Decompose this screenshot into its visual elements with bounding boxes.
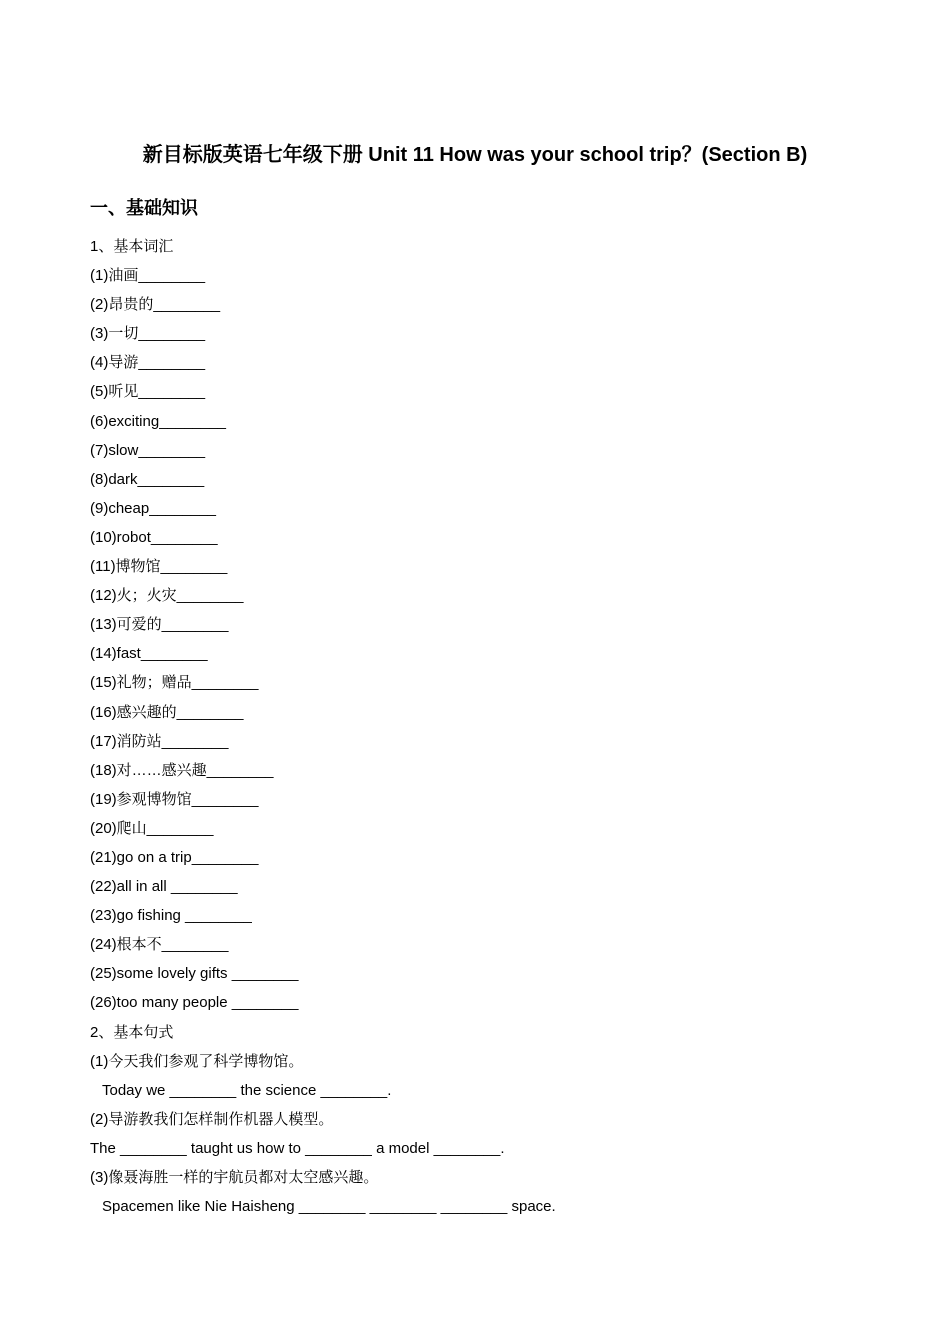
vocab-item: (5)听见________ bbox=[90, 383, 206, 401]
vocab-item: (16)感兴趣的________ bbox=[90, 703, 244, 721]
vocab-item: (7)slow________ bbox=[90, 441, 206, 459]
sentence-answer: Spacemen like Nie Haisheng ________ ________ ________ space. bbox=[102, 1198, 556, 1216]
vocab-item: (24)根本不________ bbox=[90, 936, 229, 954]
sentence-prompt: (2)导游教我们怎样制作机器人模型。 bbox=[90, 1110, 334, 1128]
sentence-answer: Today we ________ the science ________. bbox=[102, 1081, 392, 1099]
vocab-item: (8)dark________ bbox=[90, 470, 205, 488]
vocab-item: (9)cheap________ bbox=[90, 499, 216, 517]
vocab-item: (18)对……感兴趣________ bbox=[90, 761, 274, 779]
vocab-item: (19)参观博物馆________ bbox=[90, 790, 259, 808]
vocab-item: (2)昂贵的________ bbox=[90, 296, 221, 314]
vocab-item: (17)消防站________ bbox=[90, 732, 229, 750]
vocab-item: (10)robot________ bbox=[90, 528, 218, 546]
vocab-item: (22)all in all ________ bbox=[90, 878, 238, 896]
vocab-item: (4)导游________ bbox=[90, 354, 206, 372]
vocab-item: (12)火；火灾________ bbox=[90, 587, 244, 605]
vocab-item: (21)go on a trip________ bbox=[90, 848, 259, 866]
sentences-heading: 2、基本句式 bbox=[90, 1023, 174, 1041]
sentence-prompt: (1)今天我们参观了科学博物馆。 bbox=[90, 1052, 304, 1070]
vocab-item: (23)go fishing ________ bbox=[90, 907, 252, 925]
vocab-item: (15)礼物；赠品________ bbox=[90, 674, 259, 692]
vocab-item: (13)可爱的________ bbox=[90, 616, 229, 634]
vocab-heading: 1、基本词汇 bbox=[90, 238, 174, 255]
vocab-item: (3)一切________ bbox=[90, 325, 206, 343]
page-title: 新目标版英语七年级下册 Unit 11 How was your school trip？(Section B) bbox=[142, 144, 808, 166]
vocab-item: (14)fast________ bbox=[90, 645, 208, 663]
vocab-item: (25)some lovely gifts ________ bbox=[90, 965, 299, 983]
vocab-item: (6)exciting________ bbox=[90, 412, 226, 430]
sentence-answer: The ________ taught us how to ________ a model ________. bbox=[90, 1139, 505, 1157]
section-heading: 一、基础知识 bbox=[90, 198, 198, 218]
vocab-item: (26)too many people ________ bbox=[90, 994, 299, 1012]
sentence-prompt: (3)像聂海胜一样的宇航员都对太空感兴趣。 bbox=[90, 1169, 379, 1186]
worksheet-body bbox=[90, 232, 890, 1221]
vocab-item: (11)博物馆________ bbox=[90, 558, 228, 576]
vocab-item: (1)油画________ bbox=[90, 267, 206, 285]
vocab-item: (20)爬山________ bbox=[90, 819, 214, 837]
